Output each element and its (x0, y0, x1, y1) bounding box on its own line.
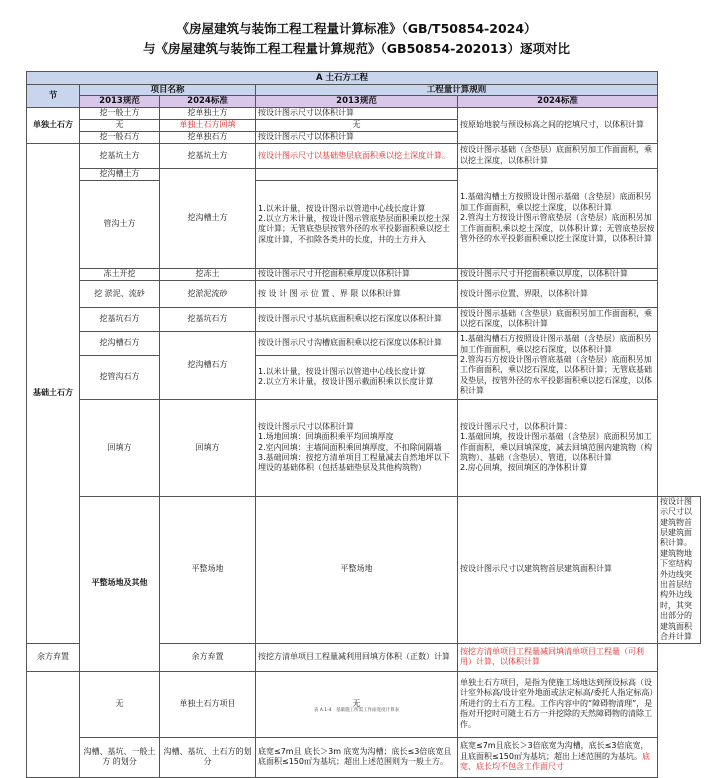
name-2024: 挖沟槽石方 (160, 331, 256, 399)
rule-2024: 按设计图示尺寸以建筑物首层建筑面积计算。建筑物地下室结构外边线突出首层结构外边线时，其突出部分的建筑面积合并计算 (658, 496, 701, 643)
name-2013: 挖一般土方 (80, 107, 160, 119)
rule-2024: 单独土石方项目，是指为使施工场地达到预设标高（设计室外标高/设计室外地面或法定标高/委托人指定标高）所进行的土石方工程。工作内容中的“障碍物清理”，是指对开挖时可随土石方一并挖除的天然障碍物的清除工作。 (458, 671, 658, 737)
name-2024: 挖沟槽土方 (160, 168, 256, 268)
rule-2013: 按挖方清单项目工程量减利用回填方体积（正数）计算 (256, 643, 458, 671)
section-label-empty (27, 671, 80, 777)
rule-2013: 按设计图示尺寸开挖面积乘厚度以体积计算 (256, 268, 458, 280)
rule-2013: 底宽≤7m且 底长＞3m 底宽为沟槽；底长≤3倍底宽且底面积≤150㎡为基坑；超出上述范围则为一般土方。 (256, 737, 458, 777)
rule-2024: 按设计图示基础（含垫层）底面积另加工作面面积，乘以挖石深度，以体积计算 (458, 307, 658, 331)
red-highlight: 底宽、底长均不包含工作面尺寸 (460, 751, 650, 772)
section-label-foundation: 基础土石方 (27, 143, 80, 643)
rule-2013 (256, 168, 458, 180)
header-rules: 工程量计算规则 (256, 85, 658, 96)
name-2013: 沟槽、基坑、一般土方 的划分 (80, 737, 160, 777)
rule-2024: 按设计图示位置、界限，以体积计算 (458, 280, 658, 307)
section-title-row: A 土石方工程 (27, 72, 658, 85)
rule-2024: 按原始地貌与预设标高之间的挖填尺寸，以体积计算 (458, 107, 658, 143)
section-label-site-leveling: 平整场地及其他 (80, 496, 160, 671)
rule-2024: 按设计图示基础（含垫层）底面积另加工作面面积，乘以挖土深度，以体积计算 (458, 143, 658, 168)
rule-2013: 按设计图示尺寸以体积计算 (256, 107, 458, 119)
rule-2024: 按设计图示尺寸开挖面积乘以厚度，以体积计算 (458, 268, 658, 280)
name-2024: 单独土石方回填 (160, 119, 256, 131)
name-2013: 冻土开挖 (80, 268, 160, 280)
section-label-standalone: 单独土石方 (27, 107, 80, 143)
rule-2013: 1.以米计量，按设计图示以管道中心线长度计算 2.以立方米计量，按设计图示管底垫层面积乘以挖土深度计算；无管底垫层按管外径的水平投影面积乘以挖土深度计算，不扣除各类井的长度，井的土方并入 (256, 180, 458, 268)
name-2024: 挖基坑土方 (160, 143, 256, 168)
name-2013: 挖基坑石方 (80, 307, 160, 331)
rule-2013: 无 (256, 119, 458, 131)
name-2013: 挖管沟石方 (80, 355, 160, 399)
name-2013: 回填方 (80, 399, 160, 496)
name-2024: 余方弃置 (160, 643, 256, 671)
name-2013: 挖沟槽石方 (80, 331, 160, 355)
name-2024: 沟槽、基坑、土石方的划分 (160, 737, 256, 777)
header-2024-rule: 2024标准 (458, 96, 658, 107)
rule-2024: 1.基础沟槽土方按照设计图示基础（含垫层）底面积另加工作面面积，乘以挖土深度，以体积计算 2.管沟土方按设计图示管底垫层（含垫层）底面积另加工作面面积,乘以挖土深度，以体积计算；无管底垫层按管外径的水平投影面积乘以挖土深度计算，以体积计算 (458, 168, 658, 268)
header-jie: 节 (27, 85, 80, 108)
rule-2024: 按设计图示尺寸，以体积计算： 1.基础回填，按设计图示基础（含垫层）底面积另加工作面面积，乘以回填深度，减去回填范围内建筑物（构筑物）、基础（含垫层）、管道，以体积计算 2.房心回填，按回填区的净体积计算 (458, 399, 658, 496)
comparison-table (26, 71, 701, 778)
name-2024: 平整场地 (256, 496, 458, 643)
name-2013: 挖 淤泥、流砂 (80, 280, 160, 307)
rule-2013: 按 设 计 图 示 位 置 、界 限 以体积计算 (256, 280, 458, 307)
rule-2013: 按设计图示尺寸以体积计算 1.场地回填：回填面积乘平均回填厚度 2.室内回填：主墙间面积乘回填厚度，不扣除间隔墙 3.基础回填：按挖方清单项目工程量减去自然地坪以下埋设的基础体积（包括基础垫层及其他构筑物） (256, 399, 458, 496)
header-item-name: 项目名称 (80, 85, 256, 96)
name-2024: 挖淤泥流砂 (160, 280, 256, 307)
rule-2024 (458, 737, 658, 777)
document-title-line-1: 《房屋建筑与装饰工程工程量计算标准》（GB/T50854-2024） (176, 21, 537, 36)
rule-2024: 1.基础沟槽石方按照设计图示基础（含垫层）底面积另加工作面面积，乘以挖石深度，以体积计算 2.管沟石方按设计图示管底基础（含垫层）底面积另加工作面面积，乘以挖石深度，以体积计算；无管底基础及垫层，按管外径的水平投影面积乘以挖石深度，以体积计算 (458, 331, 658, 399)
name-2024: 单独土石方项目 (160, 671, 256, 737)
rule-2013: 按设计图示尺寸以建筑物首层建筑面积计算 (458, 496, 658, 643)
name-2013: 无 (80, 119, 160, 131)
rule-2024: 按挖方清单项目工程量减回填清单项目工程量（可利用）计算，以体积计算 (458, 643, 658, 671)
name-2013: 挖一般石方 (80, 131, 160, 143)
header-2013-rule: 2013规范 (256, 96, 458, 107)
name-2024: 回填方 (160, 399, 256, 496)
name-2024: 挖基坑石方 (160, 307, 256, 331)
rule-2013: 按设计图示尺寸以基础垫层底面积乘以挖土深度计算。 (256, 143, 458, 168)
name-2013: 无 (80, 671, 160, 737)
name-2024: 挖冻土 (160, 268, 256, 280)
rule-2013: 1.以米计量，按设计图示以管道中心线长度计算 2.以立方米计量，按设计图示截面积乘以长度计算 (256, 355, 458, 399)
name-2013: 余方弃置 (27, 643, 80, 671)
header-2013-name: 2013规范 (80, 96, 160, 107)
name-2013: 平整场地 (160, 496, 256, 643)
rule-2024-text: 底宽≤7m且底长＞3倍底宽为沟槽，底长≤3倍底宽，且底面积≤150㎡为基坑；超出上述范围的为基坑。底宽、底长均不包含工作面尺寸 (460, 741, 650, 772)
rule-2013: 无 (256, 671, 458, 737)
name-2024: 挖单独土方 (160, 107, 256, 119)
rule-2013: 按设计图示尺寸基坑底面积乘以挖石深度以体积计算 (256, 307, 458, 331)
figure-caption: 表 A.1-4 基础施工所需工作面宽度计算表 (313, 708, 400, 713)
header-2024-name: 2024标准 (160, 96, 256, 107)
rule-2013: 按设计图示尺寸以体积计算 (256, 131, 458, 143)
rule-2013: 按设计图示尺寸沟槽底面积乘以挖石深度以体积计算 (256, 331, 458, 355)
name-2024: 挖单独石方 (160, 131, 256, 143)
name-2013: 挖基坑土方 (80, 143, 160, 168)
document-title-line-2: 与《房屋建筑与装饰工程工程量计算规范》（GB50854-202013）逐项对比 (143, 41, 570, 56)
name-2013: 管沟土方 (80, 180, 160, 268)
name-2013: 挖沟槽土方 (80, 168, 160, 180)
